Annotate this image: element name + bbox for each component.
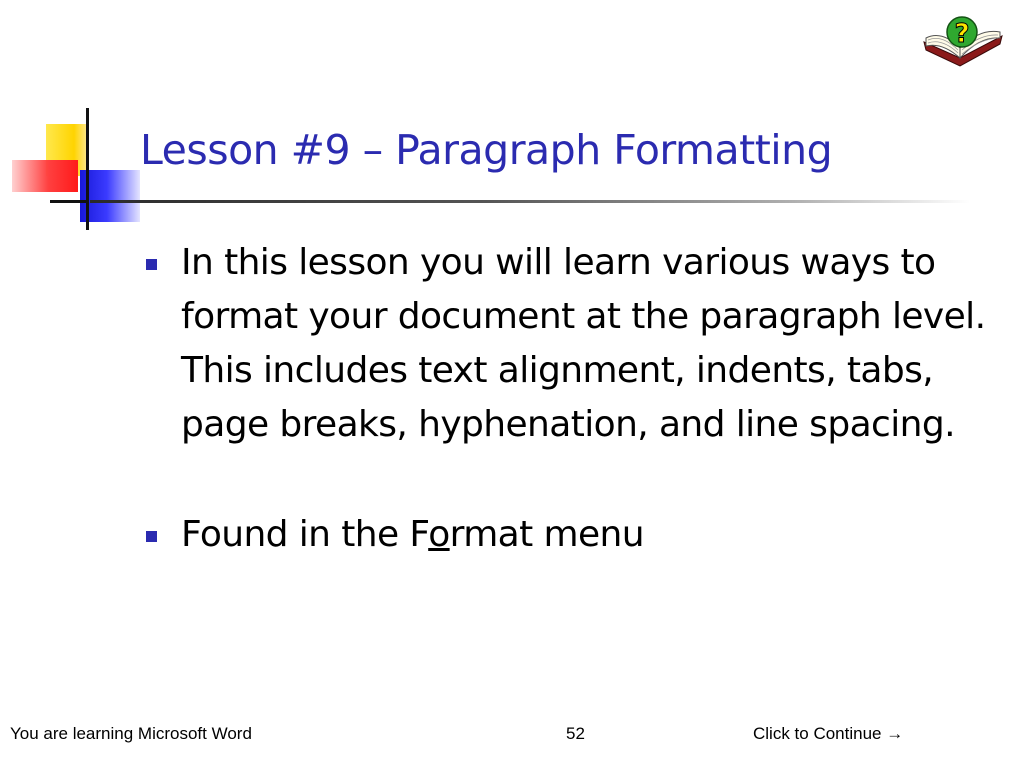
continue-label: Click to Continue (753, 724, 882, 743)
bullet-text-before: Found in the F (181, 514, 429, 555)
ornament-red-bar (12, 160, 78, 192)
slide-corner-ornament (0, 100, 150, 235)
bullet-list (146, 236, 996, 562)
footer-page-number: 52 (566, 724, 585, 743)
click-to-continue-link[interactable] (753, 724, 903, 744)
ornament-horizontal-line (50, 200, 86, 203)
bullet-marker (146, 531, 157, 542)
right-arrow-icon: → (886, 724, 904, 743)
menu-accelerator-letter: o (428, 514, 450, 555)
svg-text:?: ? (954, 19, 970, 49)
bullet-text: In this lesson you will learn various ways to format your document at the paragraph level. This includes text alignment, indents, tabs, page breaks, hyphenation, and line spacing. (181, 242, 986, 445)
bullet-item-format-menu (146, 508, 996, 562)
slide-title: Lesson #9 – Paragraph Formatting (140, 126, 833, 174)
bullet-item-lesson-overview (146, 236, 996, 452)
bullet-marker (146, 259, 157, 270)
title-underline-rule (90, 200, 970, 203)
footer-course-label: You are learning Microsoft Word (10, 724, 252, 743)
ornament-vertical-line (86, 108, 89, 230)
ornament-blue-square (80, 170, 140, 222)
bullet-text-after: rmat menu (449, 514, 644, 555)
book-question-icon[interactable] (920, 12, 1006, 70)
